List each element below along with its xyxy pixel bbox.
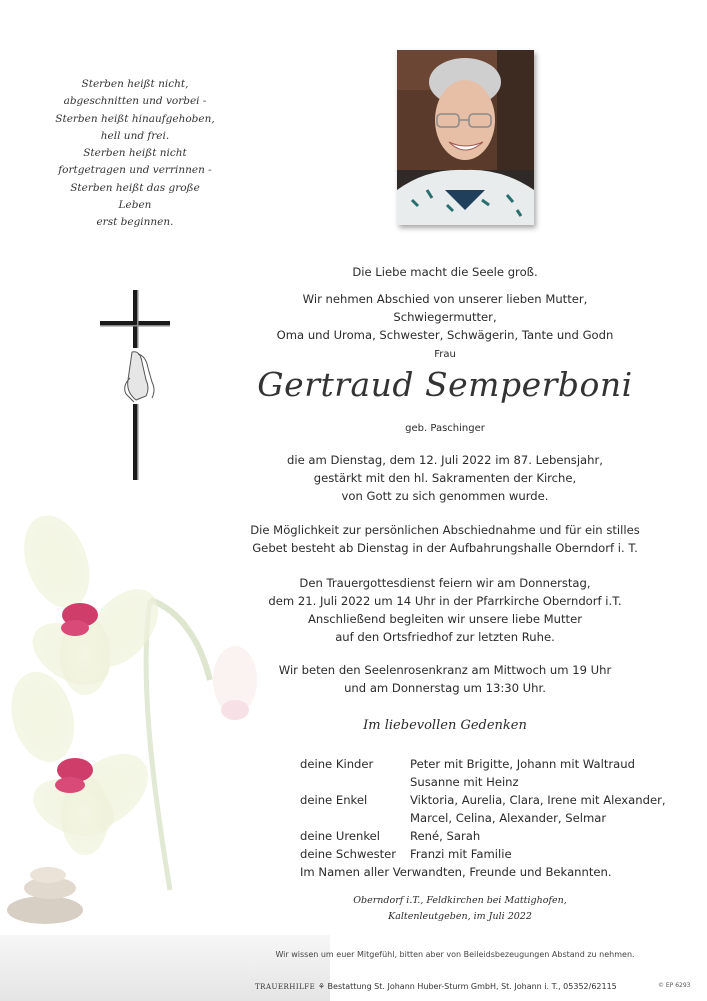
mass-line: auf den Ortsfriedhof zur letzten Ruhe.: [335, 630, 555, 644]
poem-line: hell und frei.: [100, 129, 170, 142]
rosary-line: Wir beten den Seelenrosenkranz am Mittwoch um 19 Uhr: [278, 663, 612, 677]
poem-line: fortgetragen und verrinnen -: [58, 164, 212, 177]
mass-line: Den Trauergottesdienst feiern wir am Donnerstag,: [299, 576, 591, 590]
rosary-line: und am Donnerstag um 13:30 Uhr.: [344, 681, 546, 695]
dove-icon: ⚘: [317, 982, 325, 991]
farewell-text: [255, 290, 635, 344]
viewing-line: Die Möglichkeit zur persönlichen Abschiednahme und für ein stilles: [250, 523, 640, 537]
mourner-relation: deine Urenkel: [300, 829, 381, 843]
poem: [55, 76, 215, 232]
mourners-list: [300, 755, 680, 881]
copyright: © EP 6293: [658, 982, 691, 989]
footer: [255, 982, 675, 991]
death-info: [255, 451, 635, 505]
rosary-info: [255, 661, 635, 697]
viewing-line: Gebet besteht ab Dienstag in der Aufbahrungshalle Oberndorf i. T.: [252, 541, 638, 555]
funeral-mass-info: [255, 574, 635, 646]
place-date-line: Kaltenleutgeben, im Juli 2022: [388, 911, 532, 922]
farewell-line: Oma und Uroma, Schwester, Schwägerin, Tante und Godn: [276, 328, 614, 342]
mourner-relation: deine Kinder: [300, 757, 374, 771]
mourner-names: Viktoria, Aurelia, Clara, Irene mit Alexander,: [410, 793, 666, 807]
mourner-names: Susanne mit Heinz: [410, 775, 519, 789]
poem-line: abgeschnitten und vorbei -: [63, 95, 207, 108]
portrait-photo: [397, 50, 534, 225]
deceased-name: Gertraud Semperboni: [257, 365, 633, 404]
cross-icon: [100, 290, 170, 485]
poem-line: Sterben heißt hinaufgehoben,: [55, 112, 215, 125]
place-date-line: Oberndorf i.T., Feldkirchen bei Mattighofen,: [353, 895, 567, 906]
mourner-names: Peter mit Brigitte, Johann mit Waltraud: [410, 757, 635, 771]
death-info-line: von Gott zu sich genommen wurde.: [341, 489, 549, 503]
mourner-row: [300, 791, 680, 827]
mass-line: Anschließend begleiten wir unsere liebe Mutter: [307, 612, 583, 626]
mourner-relation: deine Schwester: [300, 847, 397, 861]
relatives-line: Im Namen aller Verwandten, Freunde und Bekannten.: [300, 865, 612, 879]
mourner-names: René, Sarah: [410, 829, 481, 843]
praying-hands-icon: [118, 348, 160, 404]
salutation: Frau: [434, 349, 456, 360]
death-info-line: die am Dienstag, dem 12. Juli 2022 im 87. Lebensjahr,: [287, 453, 603, 467]
poem-line: erst beginnen.: [96, 216, 174, 229]
mourner-row: [300, 827, 680, 845]
poem-line: Sterben heißt das große Leben: [70, 181, 200, 212]
footer-brand: TRAUERHILFE: [255, 983, 316, 991]
mourner-relation: deine Enkel: [300, 793, 368, 807]
mourner-row: [300, 755, 680, 791]
poem-line: Sterben heißt nicht,: [81, 78, 189, 90]
maiden-name: geb. Paschinger: [405, 423, 485, 434]
death-info-line: gestärkt mit den hl. Sakramenten der Kirche,: [313, 471, 577, 485]
footer-company: Bestattung St. Johann Huber-Sturm GmbH, St. Johann i. T., 05352/62115: [327, 982, 617, 991]
memory-heading: Im liebevollen Gedenken: [363, 718, 527, 733]
place-date: [300, 893, 620, 925]
mass-line: dem 21. Juli 2022 um 14 Uhr in der Pfarrkirche Oberndorf i.T.: [268, 594, 622, 608]
motto: Die Liebe macht die Seele groß.: [352, 265, 538, 279]
mourner-names: Marcel, Celina, Alexander, Selmar: [410, 811, 607, 825]
mourner-row: [300, 845, 680, 863]
viewing-info: [250, 521, 640, 557]
condolence-note: Wir wissen um euer Mitgefühl, bitten aber von Beileidsbezeugungen Abstand zu nehmen.: [275, 950, 635, 959]
poem-line: Sterben heißt nicht: [83, 147, 187, 160]
farewell-line: Wir nehmen Abschied von unserer lieben Mutter, Schwiegermutter,: [302, 292, 588, 324]
mourner-names: Franzi mit Familie: [410, 847, 512, 861]
